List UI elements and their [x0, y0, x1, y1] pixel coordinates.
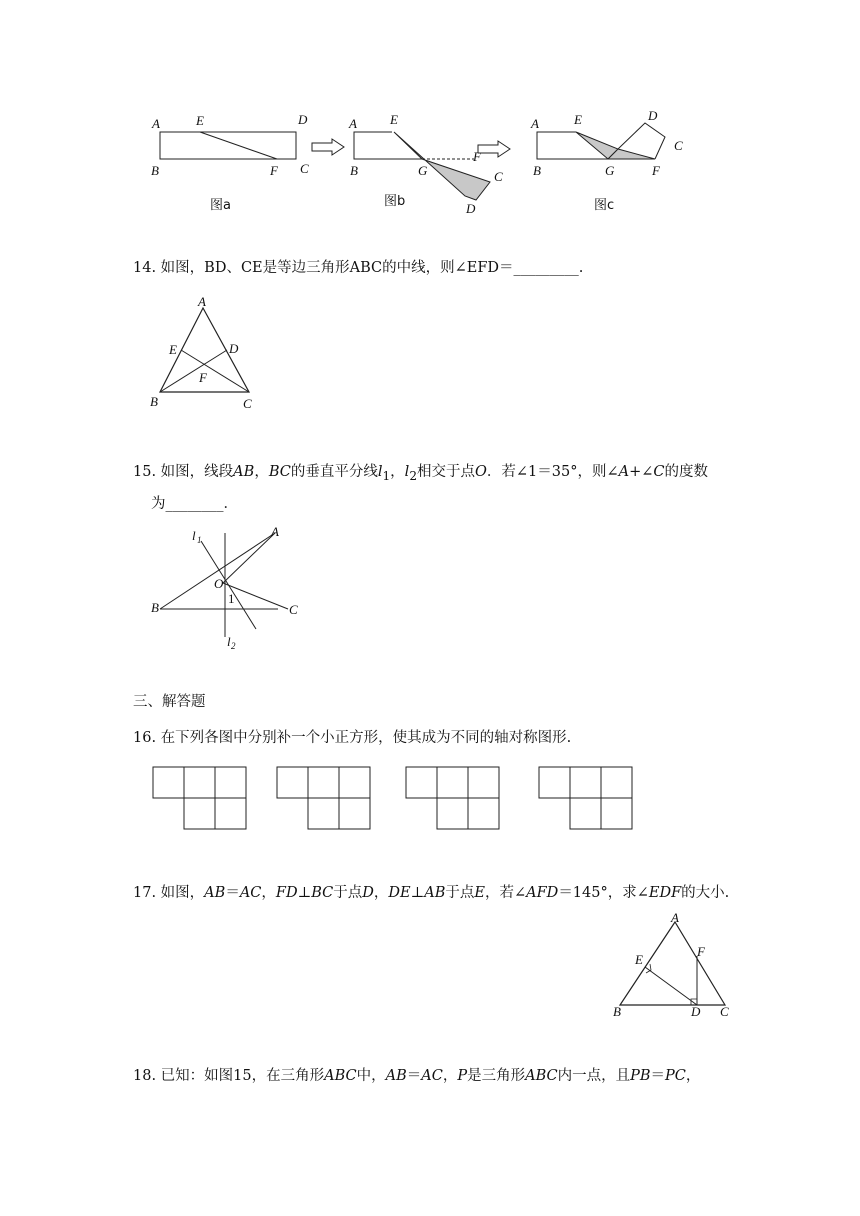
grid-shape-1 — [153, 767, 246, 829]
subscript: 1 — [382, 468, 391, 483]
segment: PC — [665, 1068, 686, 1084]
segment: AB — [424, 885, 446, 901]
caption-fig-a: 图a — [210, 198, 231, 213]
angle: EDF — [648, 885, 682, 901]
segment: AC — [239, 885, 262, 901]
text: ⊥ — [297, 885, 312, 901]
label-B: B — [613, 1004, 621, 1019]
text: 如图， — [160, 885, 205, 901]
subscript: 2 — [409, 468, 417, 483]
question-14 — [133, 258, 583, 278]
text: ＝ — [406, 1068, 422, 1084]
answer-blank: _________ — [513, 260, 579, 276]
fig-c — [530, 108, 683, 213]
segment-BC: BC — [268, 464, 291, 480]
text: ＝145°，求∠ — [558, 885, 649, 901]
text: ， — [261, 885, 276, 901]
segment-AB: AB — [233, 464, 255, 480]
label-A: A — [152, 116, 160, 131]
label-l1-sub: 1 — [197, 535, 202, 545]
label-E: E — [635, 952, 643, 967]
fig-b — [348, 112, 503, 216]
text: 相交于点 — [417, 464, 475, 480]
label-C: C — [289, 602, 298, 617]
label-B: B — [350, 163, 358, 178]
label-E: E — [574, 112, 582, 127]
label-A: A — [198, 294, 206, 309]
question-text: 如图，BD、CE是等边三角形ABC的中线，则∠EFD＝ — [160, 260, 514, 276]
text: 内一点，且 — [557, 1068, 631, 1084]
label-B: B — [151, 163, 159, 178]
question-number: 18. — [133, 1068, 157, 1084]
label-A: A — [271, 525, 279, 539]
label-O: O — [214, 576, 224, 591]
angle-A: A — [618, 464, 630, 480]
segment: BC — [311, 885, 334, 901]
label-angle-1: 1 — [228, 591, 235, 606]
point: P — [457, 1068, 468, 1084]
question-16 — [133, 728, 571, 748]
text: ＝ — [225, 885, 240, 901]
label-A: A — [671, 912, 679, 925]
caption-fig-b: 图b — [384, 194, 406, 209]
label-D: D — [691, 1004, 701, 1019]
text: ， — [390, 464, 405, 480]
figure-q15 — [145, 525, 315, 655]
label-C: C — [300, 161, 309, 176]
answer-blank: ________ — [165, 496, 224, 512]
label-B: B — [150, 394, 158, 409]
label-C: C — [674, 138, 683, 153]
line-l: l — [404, 464, 410, 480]
text: 已知：如图15，在三角形 — [160, 1068, 325, 1084]
triangle: ABC — [324, 1068, 357, 1084]
grid-shape-2 — [277, 767, 370, 829]
question-number: 15. — [133, 464, 157, 480]
text: 的大小. — [681, 885, 730, 901]
question-15 — [133, 462, 708, 486]
segment: PB — [630, 1068, 651, 1084]
question-text: 在下列各图中分别补一个小正方形，使其成为不同的轴对称图形. — [160, 730, 572, 746]
caption-fig-c: 图c — [594, 198, 615, 213]
text: ＝ — [650, 1068, 666, 1084]
text: ⊥ — [410, 885, 425, 901]
label-l2-sub: 2 — [231, 641, 236, 651]
label-G: G — [605, 163, 615, 178]
text: ， — [254, 464, 269, 480]
angle-C: C — [653, 464, 665, 480]
label-F: F — [697, 944, 705, 959]
question-18 — [133, 1066, 700, 1086]
point: E — [474, 885, 485, 901]
grid-shape-4 — [539, 767, 632, 829]
label-D: D — [648, 108, 658, 123]
label-F: F — [652, 163, 660, 178]
figure-q17 — [605, 912, 745, 1022]
label-D: D — [466, 201, 476, 216]
text: ， — [685, 1068, 701, 1084]
label-l2: l — [227, 634, 231, 649]
question-number: 16. — [133, 730, 157, 746]
line-l: l — [377, 464, 383, 480]
text: 的度数 — [664, 464, 709, 480]
label-E: E — [390, 112, 398, 127]
figure-q14 — [145, 292, 275, 412]
question-number: 17. — [133, 885, 157, 901]
label-A: A — [349, 116, 357, 131]
punctuation: . — [578, 260, 584, 276]
text: 是三角形 — [467, 1068, 526, 1084]
label-C: C — [494, 169, 503, 184]
text: 中， — [356, 1068, 386, 1084]
question-15-line2 — [151, 494, 238, 514]
fig-a — [151, 112, 309, 213]
label-F: F — [199, 370, 207, 385]
label-E: E — [169, 342, 177, 357]
segment: DE — [388, 885, 411, 901]
point-O: O — [475, 464, 487, 480]
label-B: B — [533, 163, 541, 178]
grid-shape-3 — [406, 767, 499, 829]
segment: AB — [385, 1068, 407, 1084]
section-heading: 三、解答题 — [133, 694, 206, 710]
text: 于点 — [333, 885, 363, 901]
point: D — [362, 885, 374, 901]
punctuation: ． — [223, 496, 238, 512]
triangle: ABC — [525, 1068, 558, 1084]
text: 如图，线段 — [160, 464, 234, 480]
label-C: C — [243, 396, 252, 411]
label-E: E — [196, 113, 204, 128]
question-number: 14. — [133, 260, 157, 276]
label-A: A — [531, 116, 539, 131]
text: 为 — [151, 496, 166, 512]
text: ， — [373, 885, 389, 901]
segment: AC — [421, 1068, 443, 1084]
question-17 — [133, 883, 729, 903]
label-F: F — [270, 163, 278, 178]
label-l1: l — [192, 528, 196, 543]
text: 的垂直平分线 — [290, 464, 378, 480]
text: ， — [442, 1068, 458, 1084]
arrow-right-icon — [312, 139, 344, 155]
angle: AFD — [526, 885, 559, 901]
label-B: B — [151, 600, 159, 615]
label-D: D — [298, 112, 308, 127]
text: ．若∠1＝35°，则∠ — [486, 464, 619, 480]
label-G: G — [418, 163, 428, 178]
label-F: F — [473, 149, 481, 164]
arrow-right-icon — [478, 141, 510, 157]
figure-q16-grids — [150, 765, 640, 835]
segment: FD — [275, 885, 298, 901]
label-D: D — [229, 341, 239, 356]
segment: AB — [204, 885, 226, 901]
label-C: C — [720, 1004, 729, 1019]
text: +∠ — [629, 464, 654, 480]
folding-figure — [140, 105, 700, 225]
text: ，若∠ — [484, 885, 527, 901]
text: 于点 — [445, 885, 475, 901]
